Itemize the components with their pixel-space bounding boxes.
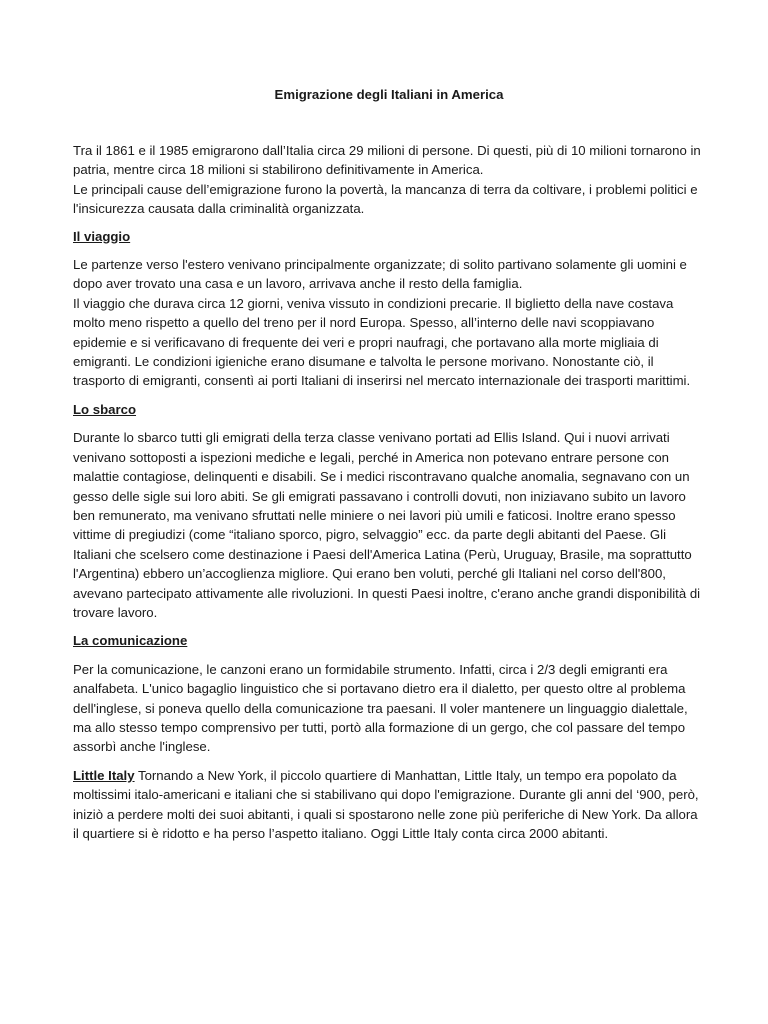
intro-text-2: Le principali cause dell’emigrazione furono la povertà, la mancanza di terra da coltivare, i problemi politici e l'insicurezza causata dalla criminalità organizzata. [73, 181, 698, 217]
section-heading-viaggio: Il viaggio [73, 228, 131, 244]
section-paragraph-sbarco: Durante lo sbarco tutti gli emigrati della terza classe venivano portati ad Ellis Island. Qui i nuovi arrivati venivano sottoposti a ispezioni mediche e legali, perché in America non potevano entrare persone con malattie contagiose, delinquenti e disabili. Se i medici riscontravano qualche anomalia, segnavano con un gesso delle sigle sui loro abiti. Se gli emigrati passavano i controlli dovuti, non iniziavano subito un lavoro ben remunerato, ma venivano sfruttati nelle miniere o nei lavori più umili e faticosi. Inoltre erano spesso vittime di pregiudizi (come “italiano sporco, pigro, selvaggio” ecc. da parte degli abitanti del Paese. Gli Italiani che scelsero come destinazione i Paesi dell'America Latina (Perù, Uruguay, Brasile, ma soprattutto l'Argentina) ebbero un’accoglienza migliore. Qui erano ben voluti, perché gli Italiani nel corso dell'800, avevano partecipato attivamente alle rivoluzioni. In questi Paesi inoltre, c'erano anche grandi disponibilità di trovare lavoro. [73, 430, 701, 620]
section-heading-comunicazione: La comunicazione [73, 633, 188, 649]
intro-paragraph [73, 141, 703, 219]
intro-text-1: Tra il 1861 e il 1985 emigrarono dall’Italia circa 29 milioni di persone. Di questi, più di 10 milioni tornarono in patria, mentre circa 18 milioni si stabilirono definitivamente in America. [73, 143, 701, 178]
document-title: Emigrazione degli Italiani in America [274, 87, 504, 102]
document-body [73, 141, 703, 852]
section-heading-little-italy: Little Italy [73, 767, 135, 783]
section-heading-sbarco: Lo sbarco [73, 401, 137, 417]
section-paragraph-viaggio [73, 255, 703, 391]
viaggio-text-1: Le partenze verso l'estero venivano principalmente organizzate; di solito partivano solamente gli uomini e dopo aver trovato una casa e un lavoro, arrivava anche il resto della famiglia. [73, 257, 687, 292]
little-italy-paragraph [73, 766, 703, 844]
little-italy-text: Tornando a New York, il piccolo quartiere di Manhattan, Little Italy, un tempo era popolato da moltissimi italo-americani e italiani che si stabilivano qui dopo l'emigrazione. Durante gli anni del ‘900, però, iniziò a perdere molti dei suoi abitanti, i quali si spostarono nelle zone più periferiche di New York. Da allora il quartiere si è ridotto e ha perso l’aspetto italiano. Oggi Little Italy conta circa 2000 abitanti. [73, 767, 699, 841]
section-paragraph-comunicazione: Per la comunicazione, le canzoni erano un formidabile strumento. Infatti, circa i 2/3 degli emigranti era analfabeta. L'unico bagaglio linguistico che si portavano dietro era il dialetto, per questo oltre al problema dell'inglese, si poneva quello della comunicazione tra paesani. Il voler mantenere un linguaggio dialettale, ma allo stesso tempo comprensivo per tutti, portò alla formazione di un gergo, che col passare del tempo assorbì anche l'inglese. [73, 661, 688, 755]
viaggio-text-2: Il viaggio che durava circa 12 giorni, veniva vissuto in condizioni precarie. Il biglietto della nave costava molto meno rispetto a quello del treno per il nord Europa. Spesso, all’interno delle navi scoppiavano epidemie e si verificavano di frequente dei veri e propri naufragi, che portavano alla morte migliaia di emigranti. Le condizioni igieniche erano disumane e talvolta le persone morivano. Nonostante ciò, il trasporto di emigranti, consentì ai porti Italiani di inserirsi nel mercato internazionale dei trasporti marittimi. [73, 295, 691, 389]
